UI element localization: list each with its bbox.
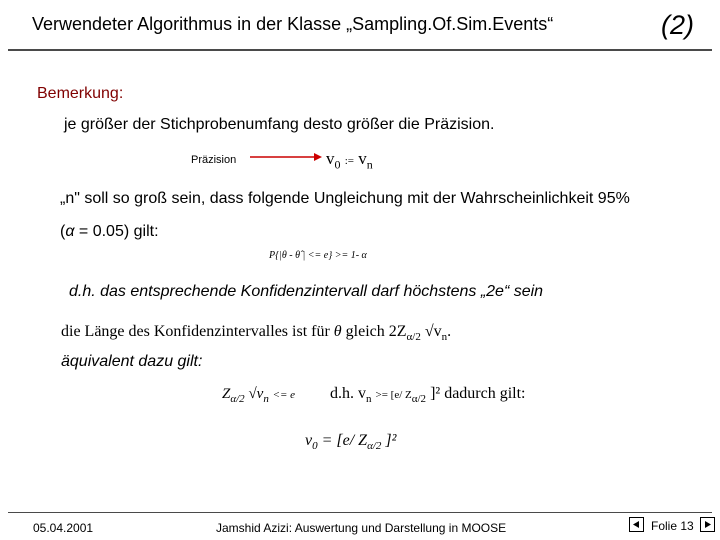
probability-inequality: P{|θ - θ̂ | <= e} >= 1- α [269, 250, 367, 261]
footer-slide-number: Folie 13 [651, 519, 694, 533]
v0-vn-relation: $v_0$ := $v_n$ [326, 149, 373, 172]
equivalent-label: äquivalent dazu gilt: [61, 353, 203, 370]
z-inequality: $Z_{\alpha/2}$ $√v_n <= e$ [222, 386, 296, 405]
footer-divider [8, 512, 712, 513]
vn-inequality: d.h. $v_n >= [e/$ $Z_{\alpha/2}$ ]² dadurch gilt: [330, 385, 526, 406]
footer-date: 05.04.2001 [33, 521, 94, 535]
next-arrow-icon [701, 518, 714, 531]
nav-next-icon[interactable] [700, 517, 715, 532]
theta-symbol: θ [333, 323, 342, 340]
alpha-symbol: α [65, 223, 75, 240]
footer-author: Jamshid Azizi: Auswertung und Darstellung in MOOSE [216, 521, 507, 535]
arrow-icon [250, 152, 322, 162]
v0-formula: $v_0 = [e/$ $Z_{\alpha/2}$ ]² [305, 432, 397, 453]
confidence-interval-note: d.h. das entsprechende Konfidenzintervall darf höchstens „2e“ sein [69, 283, 544, 300]
prev-arrow-icon [630, 518, 643, 531]
alpha-condition: (α = 0.05) gilt: [60, 223, 159, 240]
slide-title-number: (2) [661, 10, 694, 40]
slide-title: Verwendeter Algorithmus in der Klasse „Sampling.Of.Sim.Events“ [32, 14, 554, 34]
sample-size-condition: „n" soll so groß sein, dass folgende Ungleichung mit der Wahrscheinlichkeit 95% [60, 190, 630, 207]
title-divider [8, 49, 712, 51]
nav-prev-icon[interactable] [629, 517, 644, 532]
interval-length-statement: die Länge des Konfidenzintervalles ist für θ gleich $2Z_{\alpha/2}$ $√v_n$. [61, 323, 452, 344]
precision-label: Präzision [191, 154, 237, 166]
remark-heading: Bemerkung: [37, 85, 124, 102]
statement-precision: je größer der Stichprobenumfang desto größer die Präzision. [64, 116, 495, 133]
